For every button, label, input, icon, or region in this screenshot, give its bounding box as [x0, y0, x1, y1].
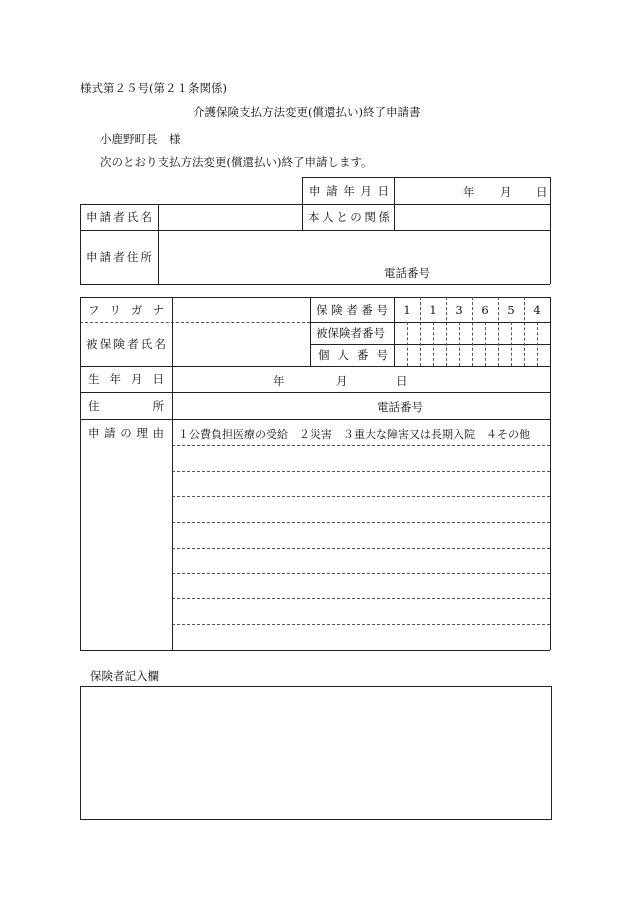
furigana-label: フ リ ガ ナ [88, 302, 164, 317]
date-field[interactable] [395, 178, 549, 203]
applicant-name-label: 申 請 者 氏 名 [86, 210, 152, 224]
relation-label: 本 人 と の 関 係 [308, 210, 390, 224]
date-unit-month: 月 [500, 185, 512, 199]
birthdate-unit-day: 日 [396, 374, 408, 388]
applicant-phone-label: 電話番号 [384, 266, 430, 280]
furigana-field[interactable] [173, 298, 309, 321]
birthdate-unit-month: 月 [336, 374, 348, 388]
insurer-number-label: 保 険 者 番 号 [316, 302, 388, 317]
personal-number-field[interactable] [395, 345, 549, 365]
addressee: 小鹿野町長 様 [100, 132, 181, 146]
insurer-section-label: 保険者記入欄 [90, 669, 159, 683]
birthdate-label: 生 年 月 日 [88, 372, 164, 386]
reason-field[interactable] [173, 446, 549, 649]
insured-number-label: 被保険者番号 [316, 326, 385, 340]
birthdate-field[interactable] [173, 367, 549, 391]
date-unit-year: 年 [463, 185, 475, 199]
applicant-address-field[interactable] [159, 231, 549, 283]
date-label: 申 請 年 月 日 [309, 183, 389, 198]
relation-field[interactable] [395, 205, 549, 229]
insured-name-label: 被 保 険 者 氏 名 [86, 337, 166, 351]
applicant-name-field[interactable] [159, 205, 301, 229]
insured-phone-label: 電話番号 [377, 400, 423, 414]
insurer-entry-box[interactable] [80, 686, 552, 820]
insurer-digit: 1 [429, 302, 437, 317]
birthdate-unit-year: 年 [273, 374, 285, 388]
form-number: 様式第２５号(第２１条関係) [80, 81, 227, 95]
insurer-digit: 6 [481, 302, 489, 317]
form-title: 介護保険支払方法変更(償還払い)終了申請書 [193, 105, 421, 119]
insured-address-label: 住 所 [88, 398, 164, 413]
insurer-digit: 1 [403, 302, 411, 317]
reason-options: １公費負担医療の受給 ２災害 ３重大な障害又は長期入院 ４その他 [178, 428, 530, 441]
personal-number-label: 個 人 番 号 [318, 348, 388, 362]
insured-number-field[interactable] [395, 323, 549, 343]
insurer-digit: 4 [533, 302, 541, 317]
reason-label: 申 請 の 理 由 [88, 425, 164, 440]
insurer-digit: 3 [455, 302, 463, 317]
insured-address-field[interactable] [173, 393, 549, 418]
insurer-digit: 5 [507, 302, 515, 317]
insured-name-field[interactable] [173, 323, 309, 365]
applicant-address-label: 申 請 者 住 所 [86, 250, 152, 264]
date-unit-day: 日 [536, 185, 548, 199]
statement: 次のとおり支払方法変更(償還払い)終了申請します。 [100, 155, 373, 169]
